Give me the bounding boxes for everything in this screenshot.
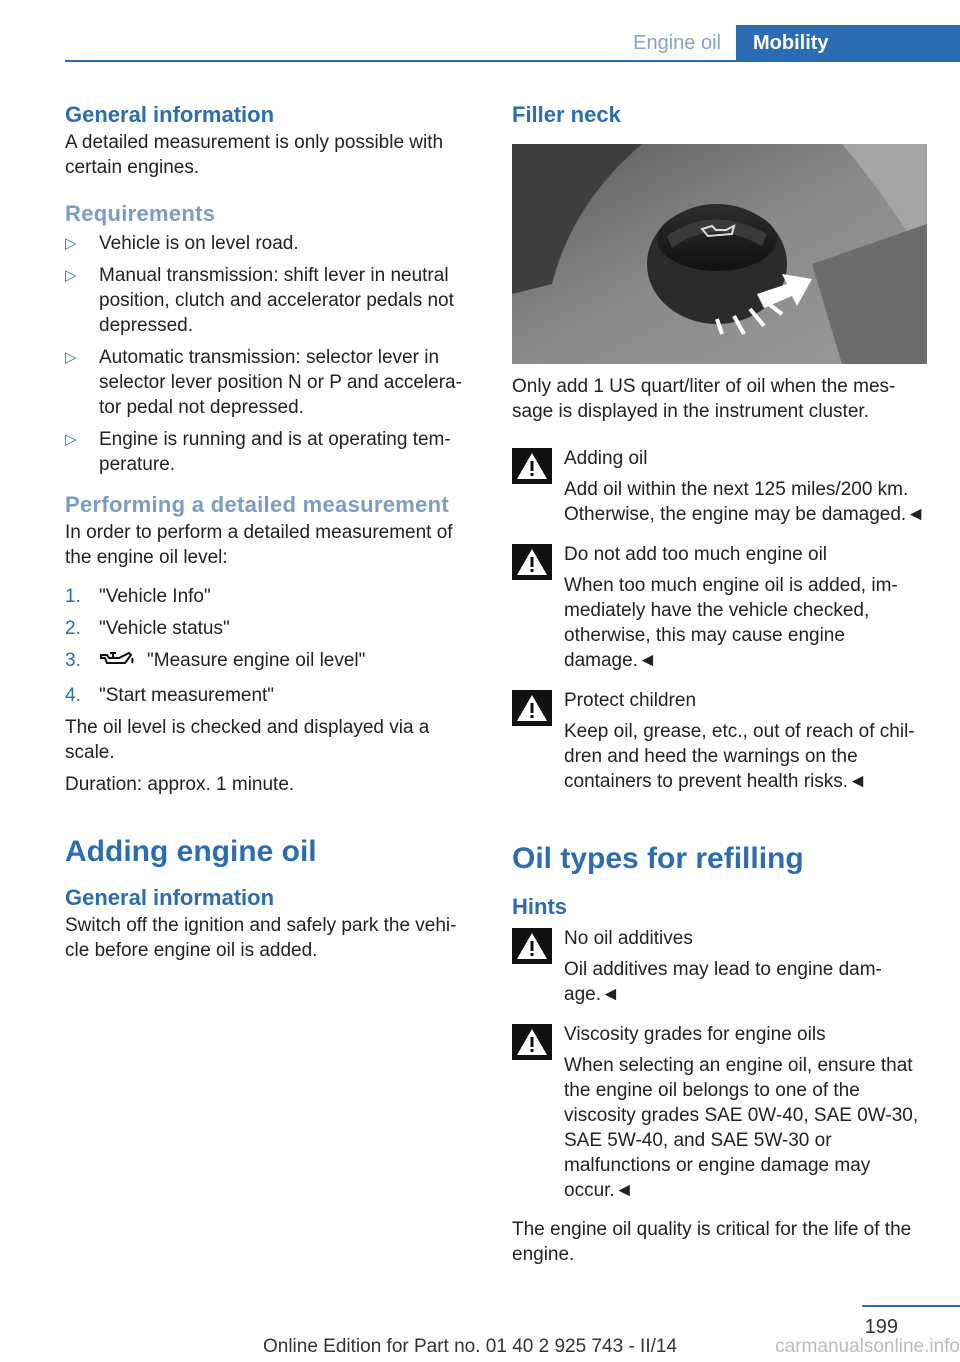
detailed-intro-text: In order to perform a detailed measurement of the engine oil level: (65, 522, 453, 568)
general-info-heading: General information (65, 102, 275, 127)
warning-viscosity-grades: Viscosity grades for engine oils When selecting an engine oil, ensure that the engine oil belongs to one of the viscosity grades SAE 0W-40, SAE 0W-30, SAE 5W-40, and SAE 5W-30 or malfunctions or engine damage may occur.◄ (512, 1022, 930, 1203)
warning-too-much-oil: Do not add too much engine oil When too much engine oil is added, im‐mediately have the vehicle checked, otherwise, this may cause engine damage.◄ (512, 542, 930, 673)
requirements-list (65, 231, 477, 477)
list-item: 3. "Measure engine oil level" (65, 648, 477, 676)
page-number: 199 (864, 1316, 898, 1338)
filler-neck-photo (512, 144, 927, 364)
warning-triangle-icon (512, 448, 552, 484)
duration-text: Duration: approx. 1 minute. (65, 774, 295, 795)
header-tab-mobility: Mobility (736, 25, 960, 61)
warning-protect-children: Protect children Keep oil, grease, etc., out of reach of chil‐dren and heed the warnings on the containers to prevent health risks.◄ (512, 688, 930, 794)
list-item: ▷ Automatic transmission: selector lever in selector lever position N or P and accelera‐tor pedal not depressed. (65, 347, 462, 418)
list-item: 2. "Vehicle status" (65, 618, 230, 639)
list-item: ▷ Engine is running and is at operating tem‐perature. (65, 429, 451, 475)
list-item: ▷ Manual transmission: shift lever in neutral position, clutch and accelerator pedals not depressed. (65, 265, 454, 336)
adding-general-info-text: Switch off the ignition and safely park the vehi‐cle before engine oil is added. (65, 915, 457, 961)
warning-no-additives: No oil additives Oil additives may lead to engine dam‐age.◄ (512, 926, 930, 1007)
list-item: ▷ Vehicle is on level road. (65, 233, 299, 254)
watermark: carmanualsonline.info (775, 1336, 960, 1357)
triangle-bullet-icon: ▷ (65, 235, 77, 252)
oil-quality-text: The engine oil quality is critical for the life of the engine. (512, 1219, 912, 1265)
warning-triangle-icon (512, 544, 552, 580)
list-item: 4. "Start measurement" (65, 685, 275, 706)
filler-cap-illustration (512, 144, 927, 364)
header-section: Engine oil (633, 32, 721, 54)
requirements-heading: Requirements (65, 201, 216, 226)
warning-adding-oil: Adding oil Add oil within the next 125 miles/200 km. Otherwise, the engine may be damaged.◄ (512, 446, 930, 527)
oil-types-heading: Oil types for refilling (512, 842, 804, 875)
oil-can-icon (99, 649, 135, 676)
warning-triangle-icon (512, 1024, 552, 1060)
left-column (65, 100, 477, 963)
detailed-measurement-heading: Performing a detailed measurement (65, 492, 450, 517)
header-divider (65, 60, 960, 62)
hints-heading: Hints (512, 894, 567, 919)
adding-engine-oil-heading: Adding engine oil (65, 835, 317, 868)
triangle-bullet-icon: ▷ (65, 349, 77, 366)
triangle-bullet-icon: ▷ (65, 267, 77, 284)
steps-list (65, 584, 477, 708)
edition-text: Online Edition for Part no. 01 40 2 925 743 - II/14 (262, 1336, 678, 1357)
warning-triangle-icon (512, 928, 552, 964)
warning-triangle-icon (512, 690, 552, 726)
filler-neck-text: Only add 1 US quart/liter of oil when the mes‐sage is displayed in the instrument cluster. (512, 376, 896, 422)
adding-general-info-heading: General information (65, 885, 275, 910)
result-text: The oil level is checked and displayed via a scale. (65, 717, 430, 763)
triangle-bullet-icon: ▷ (65, 431, 77, 448)
filler-neck-heading: Filler neck (512, 102, 621, 127)
general-info-text: A detailed measurement is only possible with certain engines. (65, 132, 444, 178)
list-item: 1. "Vehicle Info" (65, 586, 211, 607)
footer-divider (862, 1305, 960, 1307)
right-column (512, 100, 930, 1267)
